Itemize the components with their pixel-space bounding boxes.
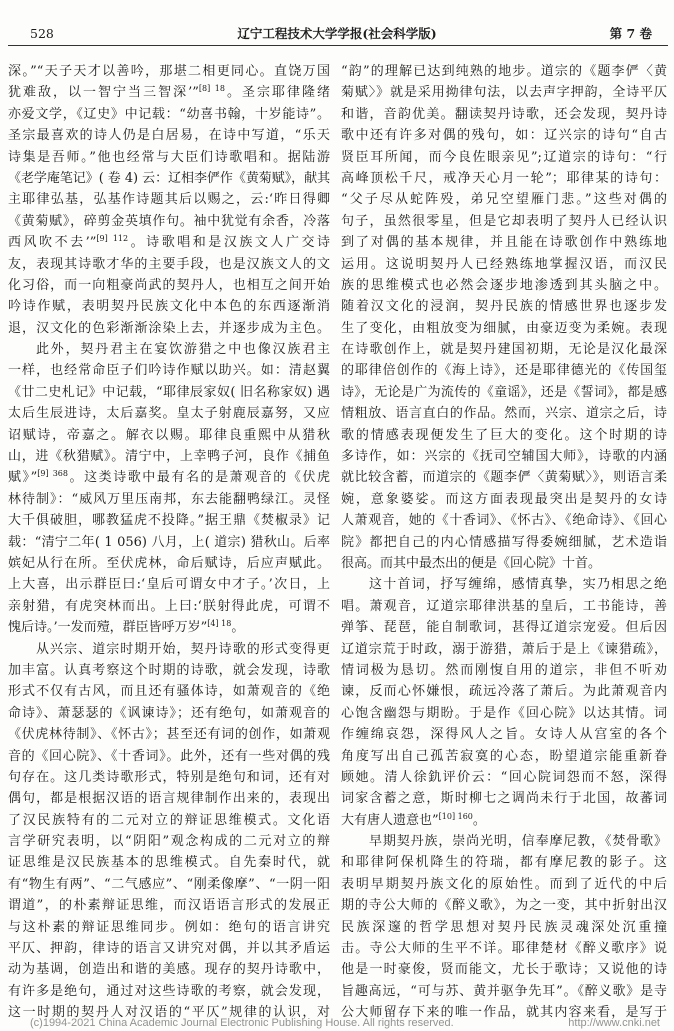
- line-content: [341, 770, 667, 785]
- text-run: 运用。这说明契丹人已经熟练地掌握汉语，而汉民: [341, 256, 667, 272]
- text-run: 《廿二史札记》中记载，“耶律辰家奴( 旧名称家奴) 遇: [8, 384, 330, 400]
- line-content: [341, 214, 667, 229]
- text-line: [341, 874, 667, 895]
- text-run: 嫔妃从行在所。至伏虎林，命后赋诗，后应声赋此。: [8, 555, 330, 571]
- text-line: [8, 211, 330, 232]
- text-line: [8, 232, 330, 253]
- text-run: 谏，反而心怀嫌恨，疏远冷落了萧后。为此萧观音内: [341, 684, 667, 700]
- line-content: [8, 770, 330, 785]
- line-content: [8, 171, 330, 186]
- text-line: [341, 125, 667, 146]
- line-content: [341, 513, 667, 528]
- line-content: [8, 406, 330, 421]
- text-run: 愧后诗。’一发而殪，群臣皆呼万岁”: [8, 620, 208, 636]
- text-line: [341, 746, 667, 767]
- text-line: [341, 104, 667, 125]
- text-run: 主耶律弘基，弘基作诗题其后以赐之，云:‘昨日得卿: [8, 192, 330, 208]
- text-run: 到了对偶的基本规律，并且能在诗歌创作中熟练地: [341, 235, 667, 251]
- text-run: 心饱含幽怨与期盼。于是作《回心院》以达其情。词: [341, 705, 667, 721]
- text-run: 。这类诗歌中最有名的是萧观音的《伏虎: [67, 470, 330, 486]
- line-content: [341, 620, 667, 635]
- text-line: [8, 703, 330, 724]
- text-line: [8, 596, 330, 617]
- text-run: 。: [472, 812, 486, 828]
- line-content: [8, 684, 330, 699]
- text-line: [8, 895, 330, 916]
- text-run: 深。”“天子天才以善吟，那堪二相更同心。直饶万国: [8, 64, 330, 79]
- line-content: [8, 620, 244, 635]
- text-line: [8, 981, 330, 1002]
- text-line: [8, 360, 330, 381]
- text-line: [8, 467, 330, 488]
- text-run: 辽道宗荒于时政，溺于游猎，萧后于是上《谏猎疏》，: [341, 641, 667, 657]
- text-line: [341, 61, 667, 82]
- text-run: 高峰顶松千尺，戒净天心月一轮”；耶律某的诗句：: [341, 170, 667, 186]
- text-line: [8, 61, 330, 82]
- cnki-url: http://www.cnki.net: [568, 1017, 660, 1029]
- text-run: 在诗歌创作上，就是契丹建国初期，无论是汉化最深: [341, 342, 667, 358]
- text-run: 旨趣高远，“可与苏、黄并驱争先耳”。《醉义歌》是寺: [341, 983, 667, 999]
- text-line: [8, 917, 330, 938]
- line-content: [341, 171, 667, 186]
- text-line: [8, 254, 330, 275]
- line-content: [341, 64, 667, 79]
- text-run: 院》都把自己的内心情感描写得委婉细腻，艺术造诣: [341, 534, 667, 550]
- line-content: [8, 470, 330, 485]
- line-content: [341, 684, 667, 699]
- text-run: 赋》”: [8, 470, 38, 486]
- text-line: [341, 553, 667, 574]
- citation-superscript: [4] 18: [207, 619, 232, 629]
- text-run: 。圣宗耶律隆绪: [224, 85, 330, 101]
- text-line: [341, 724, 667, 745]
- volume-label: 第 7 卷: [609, 26, 652, 41]
- text-line: [8, 681, 330, 702]
- line-content: [8, 727, 330, 742]
- text-line: [8, 489, 330, 510]
- text-run: 诗集是吾师。”他也经常与大臣们诗歌唱和。据陆游: [8, 149, 330, 165]
- text-run: 诏赋诗，帝嘉之。解衣以赐。耶律良重熙中从猎秋: [8, 427, 330, 443]
- text-run: 诗》，无论是广为流传的《童谣》，还是《誓词》，都是感: [341, 384, 667, 400]
- line-content: [341, 278, 667, 293]
- text-line: [8, 168, 330, 189]
- text-run: 一样，也经常命臣子们吟诗作赋以助兴。如：清赵翼: [8, 363, 330, 379]
- text-line: [8, 724, 330, 745]
- line-content: [8, 192, 330, 207]
- text-line: [8, 425, 330, 446]
- text-run: 平仄、押韵，律诗的语言又讲究对偶，并以其矛盾运: [8, 941, 330, 957]
- line-content: [369, 577, 667, 592]
- line-content: [8, 920, 330, 935]
- text-line: [341, 318, 667, 339]
- line-content: [341, 556, 601, 571]
- line-content: [8, 535, 330, 550]
- text-run: 顾她。清人徐釚评价云：“回心院词怨而不怒，深得: [341, 769, 667, 785]
- text-run: 命诗》、萧瑟瑟的《讽谏诗》；还有绝句，如萧观音的: [8, 705, 330, 721]
- text-run: 唱。萧观音，辽道宗耶律洪基的皇后，工书能诗，善: [341, 598, 667, 614]
- line-content: [341, 428, 667, 443]
- text-line: [341, 917, 667, 938]
- text-line: [341, 895, 667, 916]
- text-run: 有“物生有两”、“二气感应”、“刚柔像摩”、“一阴一阳: [8, 876, 330, 892]
- text-run: 情粗放、语言直白的作品。然而，兴宗、道宗之后，诗: [341, 406, 667, 422]
- text-run: 从兴宗、道宗时期开始，契丹诗歌的形式变得更: [36, 641, 330, 657]
- text-line: [8, 767, 330, 788]
- line-content: [8, 663, 330, 678]
- line-content: [8, 577, 330, 592]
- line-content: [8, 449, 330, 464]
- text-line: [341, 574, 667, 595]
- text-run: 婉，意象婆娑。而这方面表现最突出是契丹的女诗: [341, 491, 667, 507]
- line-content: [8, 363, 330, 378]
- line-content: [341, 150, 667, 165]
- line-content: [8, 599, 330, 614]
- citation-superscript: [10] 160: [438, 811, 473, 821]
- text-line: [341, 489, 667, 510]
- text-run: 弹筝、琵琶，能自制歌词，甚得辽道宗宠爱。但后因: [341, 620, 667, 636]
- line-content: [341, 920, 667, 935]
- text-run: 贤臣耳所闻，而今良佐眼亲见”;辽道宗的诗句：“行: [341, 149, 667, 165]
- line-content: [341, 235, 667, 250]
- line-content: [341, 449, 667, 464]
- line-content: [8, 813, 330, 828]
- text-run: 大有唐人遗意也”: [341, 812, 439, 828]
- text-run: 犹难敌，以一智宁当三智深’”: [8, 85, 199, 101]
- line-content: [36, 342, 330, 357]
- text-run: 大千俱破胆，哪教猛虎不投降。”据王鼎《焚椒录》记: [8, 513, 330, 529]
- line-content: [8, 492, 330, 507]
- text-line: [341, 660, 667, 681]
- text-run: 歌的情感表现便发生了巨大的变化。这个时期的诗: [341, 427, 667, 443]
- line-content: [341, 257, 667, 272]
- text-run: 有许多是绝句，通过对这些诗歌的考察，就会发现，: [8, 983, 330, 999]
- line-content: [341, 299, 667, 314]
- line-content: [341, 470, 667, 485]
- text-run: 《老学庵笔记》( 卷 4) 云：辽相李俨作《黄菊赋》，献其: [8, 170, 330, 186]
- line-content: [341, 749, 667, 764]
- text-run: 生了变化，由粗放变为细腻，由豪迈变为柔婉。表现: [341, 320, 667, 336]
- text-run: 期的寺公大师的《醉义歌》，为之一变，其中折射出汉: [341, 898, 667, 914]
- text-line: [8, 104, 330, 125]
- line-content: [8, 299, 330, 314]
- text-line: [8, 339, 330, 360]
- line-content: [36, 642, 330, 657]
- text-run: 击。寺公大师的生平不详。耶律楚材《醉义歌序》说: [341, 941, 667, 957]
- text-run: 。: [231, 620, 245, 636]
- line-content: [341, 363, 667, 378]
- line-content: [8, 64, 330, 79]
- text-line: [8, 446, 330, 467]
- text-line: [341, 339, 667, 360]
- text-run: “韵”的理解已达到纯熟的地步。道宗的《题李俨〈黄: [341, 64, 667, 79]
- text-line: [8, 660, 330, 681]
- header-rule: [8, 45, 668, 46]
- text-line: [341, 211, 667, 232]
- text-run: 与这朴素的辩证思维同步。例如：绝句的语言讲究: [8, 919, 330, 935]
- line-content: [341, 642, 667, 657]
- text-line: [8, 959, 330, 980]
- text-run: 公大师留存下来的唯一作品，就其内容来看，是写于: [341, 1005, 667, 1021]
- text-line: [341, 189, 667, 210]
- line-content: [341, 984, 667, 999]
- line-content: [8, 855, 330, 870]
- text-line: [8, 510, 330, 531]
- text-line: [341, 639, 667, 660]
- text-run: 上大喜，出示群臣曰:‘皇后可谓女中才子。’次日，上: [8, 577, 330, 593]
- text-line: [341, 617, 667, 638]
- text-line: [8, 874, 330, 895]
- line-content: [8, 984, 330, 999]
- line-content: [8, 321, 330, 336]
- text-run: 谓道”，的朴素辩证思维，而汉语语言形式的发展正: [8, 898, 330, 914]
- text-run: 言学研究表明，以“阴阳”观念构成的二元对立的辩: [8, 834, 330, 850]
- text-line: [341, 425, 667, 446]
- text-run: 早期契丹族，崇尚光明，信奉摩尼教，《焚骨歌》: [369, 834, 667, 850]
- text-line: [341, 296, 667, 317]
- text-line: [341, 831, 667, 852]
- line-content: [8, 898, 330, 913]
- text-run: 圣宗最喜欢的诗人仍是白居易，在诗中写道，“乐天: [8, 128, 330, 144]
- text-line: [341, 467, 667, 488]
- line-content: [341, 342, 667, 357]
- text-line: [8, 147, 330, 168]
- text-line: [8, 532, 330, 553]
- text-line: [341, 82, 667, 103]
- line-content: [341, 385, 667, 400]
- text-run: 此外，契丹君主在宴饮游猎之中也像汉族君主: [36, 342, 330, 358]
- text-run: 作缠绵哀怨，深得风人之旨。女诗人从宫室的各个: [341, 727, 667, 743]
- line-content: [8, 107, 330, 122]
- text-line: [8, 617, 330, 638]
- text-line: [341, 959, 667, 980]
- text-line: [8, 403, 330, 424]
- line-content: [341, 192, 667, 207]
- text-run: 他是一时豪俊，贤而能文，尤长于歌诗；又说他的诗: [341, 962, 667, 978]
- text-run: 这十首词，抒写缠绵，感情真挚，实乃相思之绝: [369, 577, 667, 593]
- text-run: 句存在。这几类诗歌形式，特别是绝句和词，还有对: [8, 769, 330, 785]
- line-content: [8, 235, 330, 250]
- text-line: [8, 318, 330, 339]
- line-content: [341, 877, 667, 892]
- line-content: [341, 663, 667, 678]
- text-line: [341, 681, 667, 702]
- line-content: [8, 834, 330, 849]
- text-line: [341, 232, 667, 253]
- line-content: [8, 556, 330, 571]
- line-content: [8, 278, 330, 293]
- line-content: [8, 428, 330, 443]
- text-run: 情词极为恳切。然而刚愎自用的道宗，非但不听劝: [341, 662, 667, 678]
- text-line: [8, 810, 330, 831]
- text-line: [8, 574, 330, 595]
- citation-superscript: [8] 18: [198, 84, 225, 94]
- text-run: 歌中还有许多对偶的残句，如：辽兴宗的诗句“自古: [341, 128, 667, 144]
- line-content: [8, 128, 330, 143]
- text-line: [341, 360, 667, 381]
- text-run: 加丰富。认真考察这个时期的诗歌，就会发现，诗歌: [8, 662, 330, 678]
- text-line: [8, 553, 330, 574]
- line-content: [341, 128, 667, 143]
- text-run: 菊赋〉》就是采用拗律句法，以去声字押韵，全诗平仄: [341, 85, 667, 101]
- text-run: 林待制》：“威风万里压南邦，东去能翻鸭绿江。灵怪: [8, 491, 330, 507]
- text-line: [341, 168, 667, 189]
- line-content: [341, 727, 667, 742]
- text-run: 角度写出自己孤苦寂寞的心态，盼望道宗能重新眷: [341, 748, 667, 764]
- text-line: [341, 275, 667, 296]
- text-run: 证思维是汉民族基本的思维模式。自先秦时代，就: [8, 855, 330, 871]
- line-content: [341, 85, 667, 100]
- line-content: [341, 855, 667, 870]
- left-column: [8, 61, 330, 1024]
- text-run: 词家含蓄之意，斯时柳七之调尚未行于北国，故蕃词: [341, 791, 667, 807]
- text-run: 了汉民族特有的二元对立的辩证思维模式。文化语: [8, 812, 330, 828]
- citation-superscript: [9] 112: [96, 234, 129, 244]
- line-content: [341, 706, 667, 721]
- text-line: [341, 981, 667, 1002]
- line-content: [341, 791, 667, 806]
- text-run: 化习俗，而一向粗豪尚武的契丹人，也相互之间开始: [8, 277, 330, 293]
- text-run: 动为基调，创造出和谐的美感。现存的契丹诗歌中，: [8, 962, 330, 978]
- text-run: 山，进《秋猎赋》。清宁中，上幸鸭子河，良作《捕鱼: [8, 449, 330, 465]
- text-run: 太后生辰进诗，太后嘉奖。皇太子射鹿辰嘉努，又应: [8, 406, 330, 422]
- text-line: [8, 382, 330, 403]
- text-line: [341, 703, 667, 724]
- text-line: [341, 852, 667, 873]
- line-content: [8, 941, 330, 956]
- line-content: [8, 85, 330, 100]
- text-line: [341, 147, 667, 168]
- text-run: 表明早期契丹族文化的原始性。而到了近代的中后: [341, 876, 667, 892]
- text-line: [8, 125, 330, 146]
- text-run: 族的思维模式也必然会逐步地渗透到其头脑之中。: [341, 277, 667, 293]
- line-content: [341, 492, 667, 507]
- text-run: 亲射猎，有虎突林而出。上曰:‘朕射得此虎，可谓不: [8, 598, 330, 614]
- line-content: [369, 834, 667, 849]
- line-content: [341, 962, 667, 977]
- line-content: [341, 941, 667, 956]
- text-run: 吟诗作赋，表明契丹民族文化中本色的东西逐渐消: [8, 299, 330, 315]
- text-run: 和耶律阿保机降生的符瑞，都有摩尼教的影子。这: [341, 855, 667, 871]
- text-run: 载：“清宁二年( 1 056) 八月，上( 道宗) 猎秋山。后率: [8, 534, 330, 550]
- text-line: [341, 382, 667, 403]
- text-line: [341, 596, 667, 617]
- copyright-watermark: [0, 1017, 674, 1030]
- text-line: [8, 189, 330, 210]
- text-run: 多诗作，如：兴宗的《抚司空辅国大师》，诗歌的内涵: [341, 449, 667, 465]
- text-run: 的耶律倍创作的《海上诗》，还是耶律德光的《传国玺: [341, 363, 667, 379]
- text-line: [341, 254, 667, 275]
- text-run: 随着汉文化的浸润，契丹民族的情感世界也逐步发: [341, 299, 667, 315]
- text-run: 和谐，音韵优美。翻读契丹诗歌，还会发现，契丹诗: [341, 106, 667, 122]
- text-run: 。诗歌唱和是汉族文人广交诗: [128, 235, 330, 251]
- page-number: 528: [30, 26, 54, 41]
- text-run: 音的《回心院》、《十香词》。此外，还有一些对偶的残: [8, 748, 330, 764]
- text-line: [8, 82, 330, 103]
- line-content: [8, 385, 330, 400]
- text-run: 人萧观音，她的《十香词》、《怀古》、《绝命诗》、《回心: [341, 513, 667, 529]
- line-content: [341, 599, 667, 614]
- text-run: 民族深邃的哲学思想对契丹民族灵魂深处沉重撞: [341, 919, 667, 935]
- right-column: [341, 61, 667, 1024]
- text-line: [8, 746, 330, 767]
- text-run: 就比较含蓄，而道宗的《题李俨〈黄菊赋〉》，则语言柔: [341, 470, 667, 486]
- text-line: [341, 810, 667, 831]
- citation-superscript: [9] 368: [37, 469, 68, 479]
- text-line: [341, 510, 667, 531]
- line-content: [8, 214, 330, 229]
- line-content: [341, 898, 667, 913]
- text-line: [8, 788, 330, 809]
- text-run: 退，汉文化的色彩渐渐涂染上去，并逐步成为主色。: [8, 320, 330, 336]
- text-run: 句子，虽然很零星，但是它却表明了契丹人已经认识: [341, 213, 667, 229]
- line-content: [8, 257, 330, 272]
- text-line: [8, 938, 330, 959]
- running-header: [0, 26, 674, 42]
- text-run: 亦爱文学，《辽史》中记载：“幼喜书翰，十岁能诗”。: [8, 106, 330, 122]
- text-line: [8, 275, 330, 296]
- line-content: [341, 535, 667, 550]
- text-line: [341, 446, 667, 467]
- line-content: [341, 107, 667, 122]
- line-content: [8, 150, 330, 165]
- text-line: [341, 403, 667, 424]
- text-run: 西风吹不去’”: [8, 235, 97, 251]
- line-content: [341, 813, 486, 828]
- line-content: [8, 791, 330, 806]
- copyright-text: (c)1994-2021 China Academic Journal Electronic Publishing House. All rights reserved.: [30, 1017, 454, 1029]
- text-line: [8, 296, 330, 317]
- text-run: 很高。而其中最杰出的便是《回心院》十首。: [341, 555, 602, 571]
- text-line: [8, 639, 330, 660]
- journal-title: 辽宁工程技术大学学报(社会科学版): [237, 26, 437, 41]
- text-line: [341, 938, 667, 959]
- text-line: [341, 532, 667, 553]
- text-run: 友，表现其诗歌才华的主要手段，也是汉族文人的文: [8, 256, 330, 272]
- text-line: [341, 767, 667, 788]
- line-content: [8, 706, 330, 721]
- line-content: [8, 749, 330, 764]
- text-run: 形式不仅有古风，而且还有骚体诗，如萧观音的《绝: [8, 684, 330, 700]
- text-run: 这一时期的契丹人对汉语的“平仄”规律的认识，对: [8, 1005, 330, 1021]
- line-content: [8, 877, 330, 892]
- line-content: [341, 321, 667, 336]
- text-line: [341, 788, 667, 809]
- text-run: 偶句，都是根据汉语的语言规律制作出来的，表现出: [8, 791, 330, 807]
- line-content: [8, 962, 330, 977]
- text-run: 《黄菊赋》，碎剪金英填作句。袖中犹觉有余香，冷落: [8, 213, 330, 229]
- text-run: 《伏虎林待制》、《怀古》；甚至还有词的创作，如萧观: [8, 727, 330, 743]
- line-content: [341, 406, 667, 421]
- text-line: [8, 852, 330, 873]
- line-content: [8, 513, 330, 528]
- text-line: [8, 831, 330, 852]
- text-run: “父子尽从蛇阵殁，弟兄空望雁门悲。”这些对偶的: [341, 192, 667, 208]
